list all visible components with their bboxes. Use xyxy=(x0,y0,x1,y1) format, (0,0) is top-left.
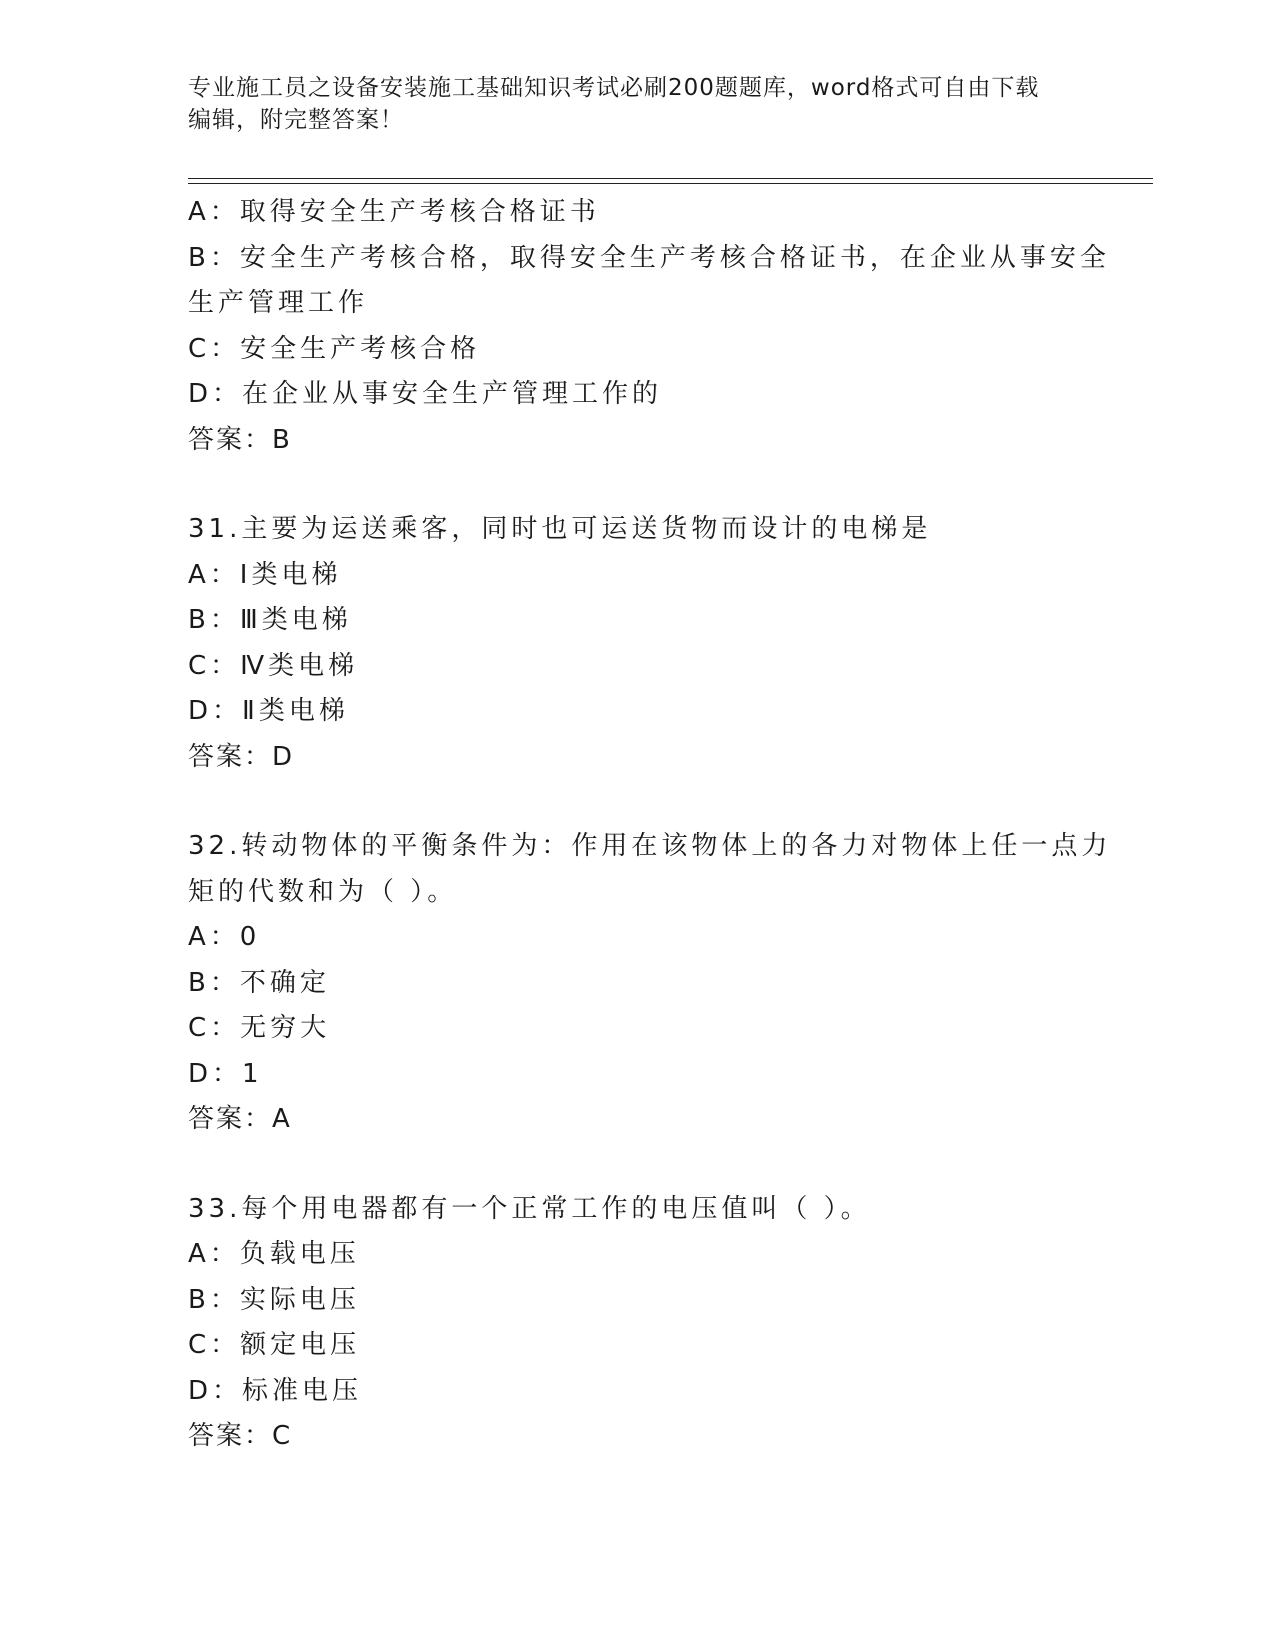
option-b: B：不确定 xyxy=(188,967,330,998)
question-stem: 33.每个用电器都有一个正常工作的电压值叫（ ）。 xyxy=(188,1193,871,1224)
header-divider-top xyxy=(188,178,1153,179)
question-block-32 xyxy=(188,824,1112,1143)
option-c: C：无穷大 xyxy=(188,1013,331,1043)
option-c: C：Ⅳ类电梯 xyxy=(188,650,359,681)
question-block-33 xyxy=(188,1187,1088,1460)
option-b: B：安全生产考核合格，取得安全生产考核合格证书，在企业从事安全 xyxy=(188,242,1110,273)
option-d: D：在企业从事安全生产管理工作的 xyxy=(188,379,663,409)
option-d: D：Ⅱ类电梯 xyxy=(188,696,349,726)
option-a: A：取得安全生产考核合格证书 xyxy=(188,197,600,227)
option-d: D：标准电压 xyxy=(188,1375,363,1406)
option-a: A：Ⅰ类电梯 xyxy=(188,559,342,590)
answer-line: 答案：B xyxy=(188,424,292,455)
option-b: B：Ⅲ类电梯 xyxy=(188,605,352,635)
answer-line: 答案：A xyxy=(188,1104,292,1134)
option-b: B：实际电压 xyxy=(188,1284,360,1315)
option-c: C：安全生产考核合格 xyxy=(188,333,481,364)
option-a: A：0 xyxy=(188,922,261,952)
option-b-continued: 生产管理工作 xyxy=(188,288,369,318)
question-stem: 32.转动物体的平衡条件为：作用在该物体上的各力对物体上任一点力 xyxy=(188,831,1112,861)
header-divider-bottom xyxy=(188,183,1153,184)
option-c: C：额定电压 xyxy=(188,1330,361,1360)
option-a: A：负载电压 xyxy=(188,1239,360,1269)
header-title-line-2: 编辑，附完整答案！ xyxy=(188,107,404,133)
answer-line: 答案：D xyxy=(188,741,295,772)
header-title-line-1: 专业施工员之设备安装施工基础知识考试必刷200题题库，word格式可自由下载 xyxy=(188,75,1040,101)
question-block-30 xyxy=(188,190,1110,463)
question-list xyxy=(188,190,1112,1460)
document-header xyxy=(188,72,1068,136)
answer-line: 答案：C xyxy=(188,1421,293,1451)
question-stem-continued: 矩的代数和为（ ）。 xyxy=(188,876,458,907)
question-stem: 31.主要为运送乘客，同时也可运送货物而设计的电梯是 xyxy=(188,514,932,544)
question-block-31 xyxy=(188,507,1088,780)
option-d: D：1 xyxy=(188,1058,263,1089)
